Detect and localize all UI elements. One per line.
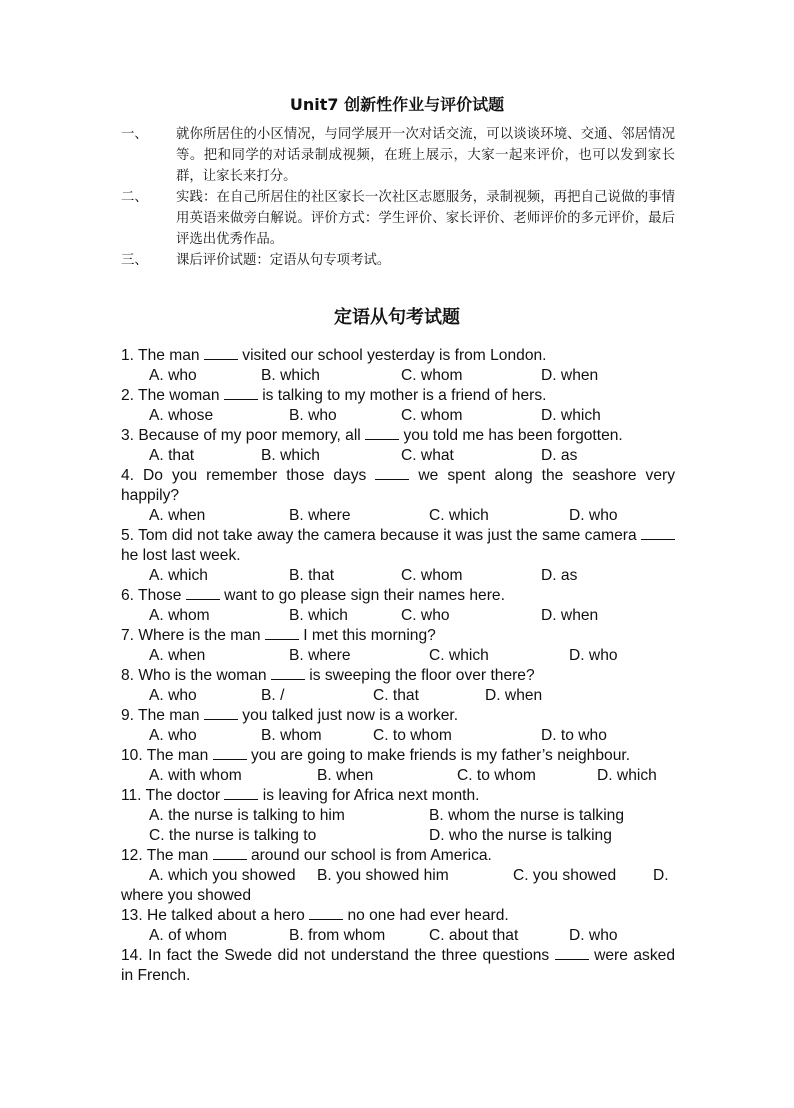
- task-item: [121, 250, 675, 271]
- options-row: [121, 826, 675, 846]
- question-item: [121, 526, 675, 586]
- task-text: 课后评价试题：定语从句专项考试。: [176, 253, 391, 268]
- answer-option[interactable]: B. you showed him: [317, 867, 449, 884]
- answer-blank: [224, 386, 258, 400]
- answer-option[interactable]: A. who: [149, 727, 197, 744]
- question-stem: 11. The doctor: [121, 787, 225, 804]
- question-item: [121, 666, 675, 706]
- answer-option[interactable]: C. whom: [401, 407, 463, 424]
- answer-option[interactable]: A. of whom: [149, 927, 227, 944]
- answer-option[interactable]: A. that: [149, 447, 195, 464]
- question-stem: 10. The man: [121, 747, 213, 764]
- answer-option[interactable]: C. to whom: [373, 727, 452, 744]
- answer-option[interactable]: A. with whom: [149, 767, 242, 784]
- answer-blank: [265, 626, 299, 640]
- answer-option[interactable]: A. when: [149, 647, 206, 664]
- question-stem: 7. Where is the man: [121, 627, 265, 644]
- answer-blank: [375, 466, 409, 480]
- answer-option[interactable]: D. which: [597, 767, 657, 784]
- question-stem: 1. The man: [121, 347, 204, 364]
- question-stem: 8. Who is the woman: [121, 667, 271, 684]
- answer-option[interactable]: D. who: [569, 507, 618, 524]
- options-row: [121, 646, 675, 666]
- question-stem: 13. He talked about a hero: [121, 907, 310, 924]
- question-item: [121, 466, 675, 526]
- options-row: [121, 566, 675, 586]
- answer-option[interactable]: C. whom: [401, 567, 463, 584]
- answer-option[interactable]: D. who: [569, 647, 618, 664]
- question-stem-end: he lost last week.: [121, 547, 241, 564]
- answer-blank: [213, 846, 247, 860]
- question-stem-end: is leaving for Africa next month.: [258, 787, 480, 804]
- question-stem-end: were asked in French.: [121, 947, 675, 984]
- question-text: [121, 586, 675, 606]
- answer-option[interactable]: D. as: [541, 567, 578, 584]
- options-row: [121, 926, 675, 946]
- options-row: [121, 506, 675, 526]
- answer-option[interactable]: A. which you showed: [149, 867, 296, 884]
- answer-option[interactable]: C. what: [401, 447, 454, 464]
- question-stem-end: you told me has been forgotten.: [399, 427, 623, 444]
- question-stem: 5. Tom did not take away the camera because it was just the same camera: [121, 527, 641, 544]
- answer-option[interactable]: A. whose: [149, 407, 214, 424]
- answer-option[interactable]: C. which: [429, 507, 489, 524]
- question-text: [121, 786, 675, 806]
- question-stem: 6. Those: [121, 587, 186, 604]
- question-stem-end: around our school is from America.: [246, 847, 492, 864]
- question-text: [121, 626, 675, 646]
- question-stem: 12. The man: [121, 847, 213, 864]
- answer-option-label[interactable]: D.: [653, 867, 669, 884]
- task-list: [121, 124, 675, 271]
- answer-option[interactable]: B. which: [289, 607, 348, 624]
- answer-blank: [641, 526, 675, 540]
- answer-option[interactable]: D. as: [541, 447, 578, 464]
- answer-option[interactable]: C. which: [429, 647, 489, 664]
- answer-option[interactable]: C. about that: [429, 927, 519, 944]
- answer-option[interactable]: C. who: [401, 607, 450, 624]
- task-number: 三、: [121, 253, 148, 268]
- question-stem: 4. Do you remember those days: [121, 467, 376, 484]
- task-item: [121, 124, 675, 187]
- answer-blank: [555, 946, 589, 960]
- question-stem-end: we spent along the seashore very happily?: [121, 467, 676, 504]
- question-stem-end: visited our school yesterday is from London.: [237, 347, 547, 364]
- question-text: [121, 466, 675, 506]
- quiz-title: 定语从句考试题: [334, 307, 460, 328]
- options-row: [121, 406, 675, 426]
- question-stem-end: want to go please sign their names here.: [219, 587, 505, 604]
- answer-option[interactable]: A. which: [149, 567, 208, 584]
- options-row: [121, 686, 675, 706]
- question-text: [121, 426, 675, 446]
- question-stem: 14. In fact the Swede did not understand the three questions: [121, 947, 555, 964]
- question-item: [121, 906, 675, 946]
- question-stem: 9. The man: [121, 707, 204, 724]
- answer-option[interactable]: A. when: [149, 507, 206, 524]
- answer-option[interactable]: D. to who: [541, 727, 607, 744]
- answer-blank: [204, 706, 238, 720]
- answer-option[interactable]: C. to whom: [457, 767, 536, 784]
- answer-option[interactable]: D. who the nurse is talking: [429, 827, 612, 844]
- answer-option[interactable]: where you showed: [121, 887, 252, 904]
- answer-option[interactable]: C. you showed: [513, 867, 617, 884]
- answer-option[interactable]: C. that: [373, 687, 419, 704]
- answer-blank: [271, 666, 305, 680]
- question-stem-end: is talking to my mother is a friend of hers.: [257, 387, 547, 404]
- question-item: [121, 946, 675, 986]
- answer-option[interactable]: D. when: [541, 607, 599, 624]
- answer-option[interactable]: B. from whom: [289, 927, 386, 944]
- answer-option[interactable]: D. which: [541, 407, 601, 424]
- answer-option[interactable]: B. who: [289, 407, 337, 424]
- question-stem-end: I met this morning?: [298, 627, 436, 644]
- answer-option[interactable]: D. when: [485, 687, 543, 704]
- answer-option[interactable]: B. where: [289, 647, 351, 664]
- options-row: [121, 886, 675, 906]
- question-item: [121, 746, 675, 786]
- task-text: 实践：在自己所居住的社区家长一次社区志愿服务，录制视频，再把自己说做的事情用英语来做旁白解说。评价方式：学生评价、家长评价、老师评价的多元评价，最后评选出优秀作品。: [176, 190, 675, 247]
- question-item: [121, 586, 675, 626]
- options-row: [121, 726, 675, 746]
- answer-blank: [224, 786, 258, 800]
- options-row: [121, 806, 675, 826]
- question-text: [121, 386, 675, 406]
- answer-option[interactable]: D. when: [541, 367, 599, 384]
- question-stem-end: no one had ever heard.: [343, 907, 509, 924]
- answer-blank: [186, 586, 220, 600]
- answer-option[interactable]: B. when: [317, 767, 374, 784]
- options-row: [121, 866, 675, 886]
- question-stem: 3. Because of my poor memory, all: [121, 427, 366, 444]
- answer-option[interactable]: D. who: [569, 927, 618, 944]
- answer-option[interactable]: A. who: [149, 687, 197, 704]
- question-stem: 2. The woman: [121, 387, 224, 404]
- task-text: 就你所居住的小区情况，与同学展开一次对话交流，可以谈谈环境、交通、邻居情况等。把和同学的对话录制成视频，在班上展示，大家一起来评价，也可以发到家长群，让家长来打分。: [176, 127, 675, 184]
- answer-option[interactable]: B. where: [289, 507, 351, 524]
- question-text: [121, 526, 675, 566]
- options-row: [121, 446, 675, 466]
- question-item: [121, 386, 675, 426]
- question-text: [121, 946, 675, 986]
- answer-blank: [204, 346, 238, 360]
- question-text: [121, 666, 675, 686]
- question-text: [121, 706, 675, 726]
- answer-option[interactable]: A. the nurse is talking to him: [149, 807, 345, 824]
- question-item: [121, 346, 675, 386]
- question-item: [121, 626, 675, 666]
- question-text: [121, 846, 675, 866]
- answer-option[interactable]: C. whom: [401, 367, 463, 384]
- answer-option[interactable]: B. whom the nurse is talking: [429, 807, 625, 824]
- answer-option[interactable]: B. that: [289, 567, 335, 584]
- question-text: [121, 906, 675, 926]
- question-item: [121, 846, 675, 906]
- question-stem-end: you are going to make friends is my father’s neighbour.: [246, 747, 631, 764]
- question-text: [121, 346, 675, 366]
- answer-option[interactable]: B. whom: [261, 727, 322, 744]
- question-stem-end: you talked just now is a worker.: [237, 707, 459, 724]
- answer-blank: [213, 746, 247, 760]
- answer-option[interactable]: C. the nurse is talking to: [149, 827, 317, 844]
- task-item: [121, 187, 675, 250]
- answer-option[interactable]: B. which: [261, 367, 320, 384]
- answer-option[interactable]: A. whom: [149, 607, 210, 624]
- question-text: [121, 746, 675, 766]
- answer-blank: [309, 906, 343, 920]
- answer-option[interactable]: B. /: [261, 687, 285, 704]
- page-title: Unit7 创新性作业与评价试题: [289, 95, 505, 114]
- options-row: [121, 366, 675, 386]
- question-stem-end: is sweeping the floor over there?: [304, 667, 535, 684]
- options-row: [121, 766, 675, 786]
- answer-option[interactable]: B. which: [261, 447, 320, 464]
- question-item: [121, 426, 675, 466]
- task-number: 二、: [121, 190, 148, 205]
- question-list: [121, 346, 675, 986]
- answer-blank: [365, 426, 399, 440]
- task-number: 一、: [121, 127, 148, 142]
- options-row: [121, 606, 675, 626]
- question-item: [121, 786, 675, 846]
- answer-option[interactable]: A. who: [149, 367, 197, 384]
- question-item: [121, 706, 675, 746]
